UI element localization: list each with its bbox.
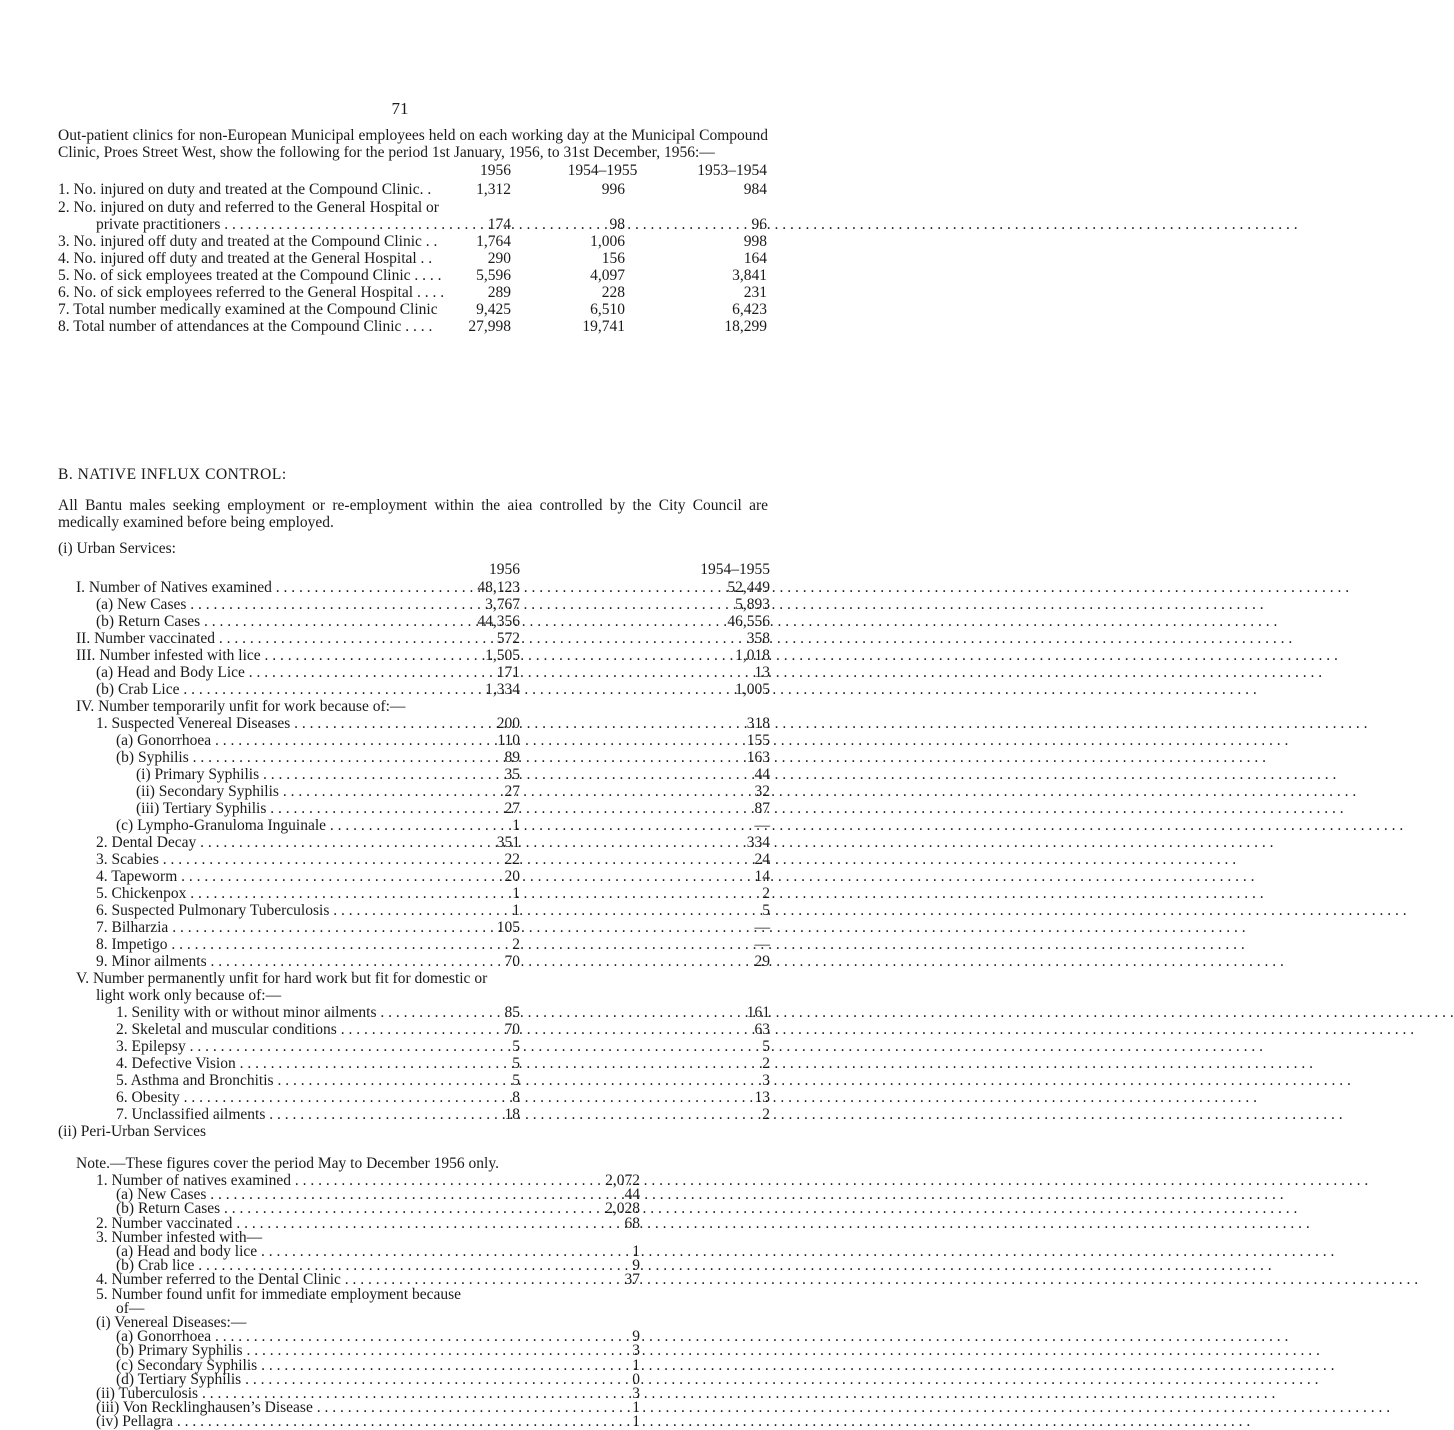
clinic-row-value: 1,312 [476,181,511,198]
urban-row-label: (a) New Cases . . . [96,596,470,613]
urban-row [0,919,800,936]
urban-row-label: 9. Minor ailments . . . [96,953,470,970]
urban-row-value: 44,356 [477,613,520,630]
clinic-row [0,199,800,216]
urban-row [0,851,800,868]
urban-row-value: 48,123 [477,579,520,596]
urban-row-value: 1,018 [735,647,770,664]
urban-row-value: 85 [504,1004,520,1021]
urban-row-value: 1 [512,817,520,834]
urban-row-value: 44 [754,766,770,783]
clinic-row-value: 18,299 [724,318,767,335]
urban-row [0,1106,800,1123]
clinic-row [0,284,800,301]
clinic-row-value: 98 [609,216,625,233]
urban-row-value: 163 [746,749,770,766]
urban-row [0,579,800,596]
peri-row-value: 2,028 [605,1200,640,1217]
urban-row-value: — [754,936,770,953]
urban-row [0,664,800,681]
clinic-row-value: 4,097 [590,267,625,284]
clinic-header-1954-1955: 1954–1955 [567,162,638,179]
clinic-row-value: 228 [601,284,625,301]
urban-row [0,953,800,970]
urban-row-value: 110 [497,732,520,749]
peri-row-value: 1 [632,1243,640,1260]
urban-row [0,1038,800,1055]
urban-row-value: 1,505 [485,647,520,664]
peri-row-value: 0 [632,1371,640,1388]
urban-row-value: 24 [754,851,770,868]
urban-row-value: 2 [762,1106,770,1123]
urban-row-value: 155 [746,732,770,749]
clinic-row [0,233,800,250]
section-b-title: B. NATIVE INFLUX CONTROL: [58,466,287,483]
clinic-row-value: 174 [487,216,511,233]
clinic-row-value: 5,596 [476,267,511,284]
peri-row-label: (b) Crab lice . . . [116,1257,590,1274]
clinic-row-value: 1,764 [476,233,511,250]
urban-row-label: II. Number vaccinated . . . [76,630,470,647]
urban-row [0,817,800,834]
urban-row-label: 3. Scabies . . . [96,851,470,868]
clinic-row-label: 1. No. injured on duty and treated at the Compound Clinic. . [58,181,432,198]
clinic-row-label: private practitioners . . . [96,216,444,233]
urban-row-value: 358 [746,630,770,647]
clinic-row [0,301,800,318]
urban-row [0,766,800,783]
urban-row-label: 4. Defective Vision . . . [116,1055,470,1072]
urban-row-label: 2. Dental Decay . . . [96,834,470,851]
clinic-header-1953-1954: 1953–1954 [697,162,767,179]
peri-row-label: (ii) Tuberculosis . . . [96,1385,590,1402]
urban-row-value: 27 [504,800,520,817]
urban-row-value: 318 [746,715,770,732]
urban-row-label: III. Number infested with lice . . . [76,647,470,664]
urban-row-value: 18 [504,1106,520,1123]
urban-row-value: 1 [512,885,520,902]
urban-row-value: 63 [754,1021,770,1038]
urban-row-value: 27 [504,783,520,800]
urban-row-value: 105 [496,919,520,936]
peri-row-label: (a) New Cases . . . [116,1186,590,1203]
urban-row [0,868,800,885]
urban-row-value: 572 [496,630,520,647]
urban-row [0,1021,800,1038]
urban-row-value: 161 [746,1004,770,1021]
clinic-header-1956: 1956 [480,162,511,179]
peri-row-value: 2,072 [605,1172,640,1189]
clinic-row-value: 984 [743,181,767,198]
urban-row-label: (b) Syphilis . . . [116,749,470,766]
urban-row-value: 29 [754,953,770,970]
urban-row [0,630,800,647]
urban-row-value: 35 [504,766,520,783]
urban-row-value: 89 [504,749,520,766]
peri-row-value: 37 [624,1271,640,1288]
urban-row-value: 14 [754,868,770,885]
urban-row-label: light work only because of:— [96,987,282,1004]
urban-row-label: 2. Skeletal and muscular conditions . . . [116,1021,470,1038]
urban-row [0,987,800,1004]
urban-row-value: 1,334 [485,681,520,698]
urban-row-label: (c) Lympho-Granuloma Inguinale . . . [116,817,470,834]
urban-row [0,885,800,902]
clinic-row-value: 1,006 [590,233,625,250]
urban-services-title: (i) Urban Services: [58,540,176,557]
urban-row [0,834,800,851]
urban-row-value: 13 [754,664,770,681]
urban-row-value: — [754,919,770,936]
urban-header-1954-1955: 1954–1955 [700,561,770,578]
peri-row-label: (d) Tertiary Syphilis . . . [116,1371,590,1388]
peri-row-label: (b) Primary Syphilis . . . [116,1342,590,1359]
peri-urban-title: (ii) Peri-Urban Services [58,1123,207,1140]
urban-row [0,783,800,800]
urban-row-value: 3 [762,1072,770,1089]
urban-row-label: (a) Gonorrhoea . . . [116,732,470,749]
section-b-intro: All Bantu males seeking employment or re-employment within the aiea controlled by the City Council are medically examined before being employed. [58,497,768,531]
urban-row-label: (a) Head and Body Lice . . . [96,664,470,681]
clinic-row-value: 27,998 [468,318,511,335]
urban-row-value: 3,767 [485,596,520,613]
urban-row [0,1072,800,1089]
peri-row-value: 1 [632,1413,640,1430]
urban-row-value: 70 [504,1021,520,1038]
urban-row-value: 22 [504,851,520,868]
clinic-row-value: 96 [751,216,767,233]
peri-row-label: (a) Head and body lice . . . [116,1243,590,1260]
clinic-row-label: 5. No. of sick employees treated at the Compound Clinic . . . . [58,267,442,284]
peri-row-label: (b) Return Cases . . . [116,1200,590,1217]
clinic-row-label: 7. Total number medically examined at the Compound Clinic [58,301,438,318]
urban-row-label: 7. Bilharzia . . . [96,919,470,936]
urban-row-label: (i) Primary Syphilis . . . [136,766,470,783]
clinic-row [0,181,800,198]
urban-row-value: 13 [754,1089,770,1106]
clinic-row-value: 290 [487,250,511,267]
peri-row-label: 2. Number vaccinated . . . [96,1215,590,1232]
clinic-row-value: 6,423 [732,301,767,318]
urban-row-value: 20 [504,868,520,885]
urban-row-value: 200 [496,715,520,732]
clinic-row-value: 9,425 [476,301,511,318]
urban-row-label: I. Number of Natives examined . . . [76,579,470,596]
urban-row-label: 4. Tapeworm . . . [96,868,470,885]
clinic-row-label: 2. No. injured on duty and referred to the General Hospital or [58,199,439,216]
clinic-row [0,216,800,233]
peri-row-value: 3 [632,1385,640,1402]
peri-row-value: 9 [632,1328,640,1345]
peri-row-label: 4. Number referred to the Dental Clinic . . . [96,1271,590,1288]
clinic-row [0,250,800,267]
clinic-row-value: 164 [743,250,767,267]
peri-row-value: 3 [632,1342,640,1359]
peri-row-label: 1. Number of natives examined . . . [96,1172,590,1189]
urban-row-value: 52,449 [727,579,770,596]
clinic-row [0,318,800,335]
urban-row-value: 171 [496,664,520,681]
urban-row-label: 1. Senility with or without minor ailments . . . [116,1004,470,1021]
peri-row-label: of— [116,1300,145,1317]
peri-row-value: 1 [632,1399,640,1416]
urban-row-value: 2 [762,1055,770,1072]
urban-row [0,1004,800,1021]
clinic-row-value: 231 [743,284,767,301]
urban-row-value: 5,893 [735,596,770,613]
page-number: 71 [391,99,409,118]
peri-row-value: 44 [624,1186,640,1203]
urban-row [0,596,800,613]
urban-row [0,647,800,664]
clinic-row-value: 3,841 [732,267,767,284]
clinic-row-label: 8. Total number of attendances at the Compound Clinic . . . . [58,318,433,335]
urban-row [0,902,800,919]
urban-row-label: 3. Epilepsy . . . [116,1038,470,1055]
peri-row-label: 3. Number infested with— [96,1229,263,1246]
peri-row-label: (c) Secondary Syphilis . . . [116,1357,590,1374]
urban-row-label: (b) Crab Lice . . . [96,681,470,698]
urban-row-label: 6. Suspected Pulmonary Tuberculosis . . . [96,902,470,919]
urban-row-value: 5 [762,1038,770,1055]
urban-row [0,732,800,749]
intro-paragraph: Out-patient clinics for non-European Municipal employees held on each working day at the Municipal Compound Clinic, Proes Street West, show the following for the period 1st January, 1956, to 31st December, 1956:— [58,127,768,161]
urban-row-value: 5 [762,902,770,919]
clinic-row-value: 998 [743,233,767,250]
urban-row-value: — [754,817,770,834]
urban-header-1956: 1956 [489,561,520,578]
urban-row-value: 8 [512,1089,520,1106]
clinic-row [0,267,800,284]
urban-row-label: 1. Suspected Venereal Diseases . . . [96,715,470,732]
urban-row-value: 87 [754,800,770,817]
peri-row-value: 1 [632,1357,640,1374]
urban-row-value: 1 [512,902,520,919]
urban-row-label: (iii) Tertiary Syphilis . . . [136,800,470,817]
urban-row-label: 5. Chickenpox . . . [96,885,470,902]
peri-row [0,1413,800,1430]
clinic-row-value: 289 [487,284,511,301]
clinic-row-value: 996 [601,181,625,198]
clinic-row-value: 156 [601,250,625,267]
urban-row-value: 351 [496,834,520,851]
urban-row [0,936,800,953]
clinic-row-label: 6. No. of sick employees referred to the General Hospital . . . . [58,284,445,301]
urban-row-label: 5. Asthma and Bronchitis . . . [116,1072,470,1089]
clinic-row-value: 19,741 [582,318,625,335]
peri-row-label: 5. Number found unfit for immediate employment because [96,1286,462,1303]
urban-row [0,1055,800,1072]
urban-row-label: 6. Obesity . . . [116,1089,470,1106]
urban-row [0,749,800,766]
urban-row-value: 334 [746,834,770,851]
urban-row [0,613,800,630]
urban-row-label: IV. Number temporarily unfit for work because of:— [76,698,406,715]
urban-row [0,970,800,987]
peri-row-value: 68 [624,1215,640,1232]
urban-row-value: 1,005 [735,681,770,698]
urban-row [0,800,800,817]
urban-row-label: V. Number permanently unfit for hard work but fit for domestic or [76,970,488,987]
urban-row [0,1089,800,1106]
urban-row-label: (ii) Secondary Syphilis . . . [136,783,470,800]
urban-row-value: 5 [512,1072,520,1089]
urban-row-label: 8. Impetigo . . . [96,936,470,953]
urban-row-value: 5 [512,1038,520,1055]
urban-row-label: (b) Return Cases . . . [96,613,470,630]
urban-row-label: 7. Unclassified ailments . . . [116,1106,470,1123]
urban-row [0,715,800,732]
peri-urban-note: Note.—These figures cover the period May to December 1956 only. [76,1155,499,1172]
peri-row-label: (iii) Von Recklinghausen’s Disease . . . [96,1399,590,1416]
clinic-row-label: 4. No. injured off duty and treated at the General Hospital . . [58,250,433,267]
urban-row-value: 5 [512,1055,520,1072]
urban-row [0,698,800,715]
peri-row-label: (i) Venereal Diseases:— [96,1314,247,1331]
urban-row-value: 2 [512,936,520,953]
clinic-row-value: 6,510 [590,301,625,318]
clinic-row-label: 3. No. injured off duty and treated at the Compound Clinic . . [58,233,438,250]
peri-row-label: (a) Gonorrhoea . . . [116,1328,590,1345]
urban-row [0,681,800,698]
urban-row-value: 32 [754,783,770,800]
urban-row-value: 70 [504,953,520,970]
peri-row-label: (iv) Pellagra . . . [96,1413,590,1430]
peri-row-value: 9 [632,1257,640,1274]
urban-row-value: 46,556 [727,613,770,630]
urban-row-value: 2 [762,885,770,902]
